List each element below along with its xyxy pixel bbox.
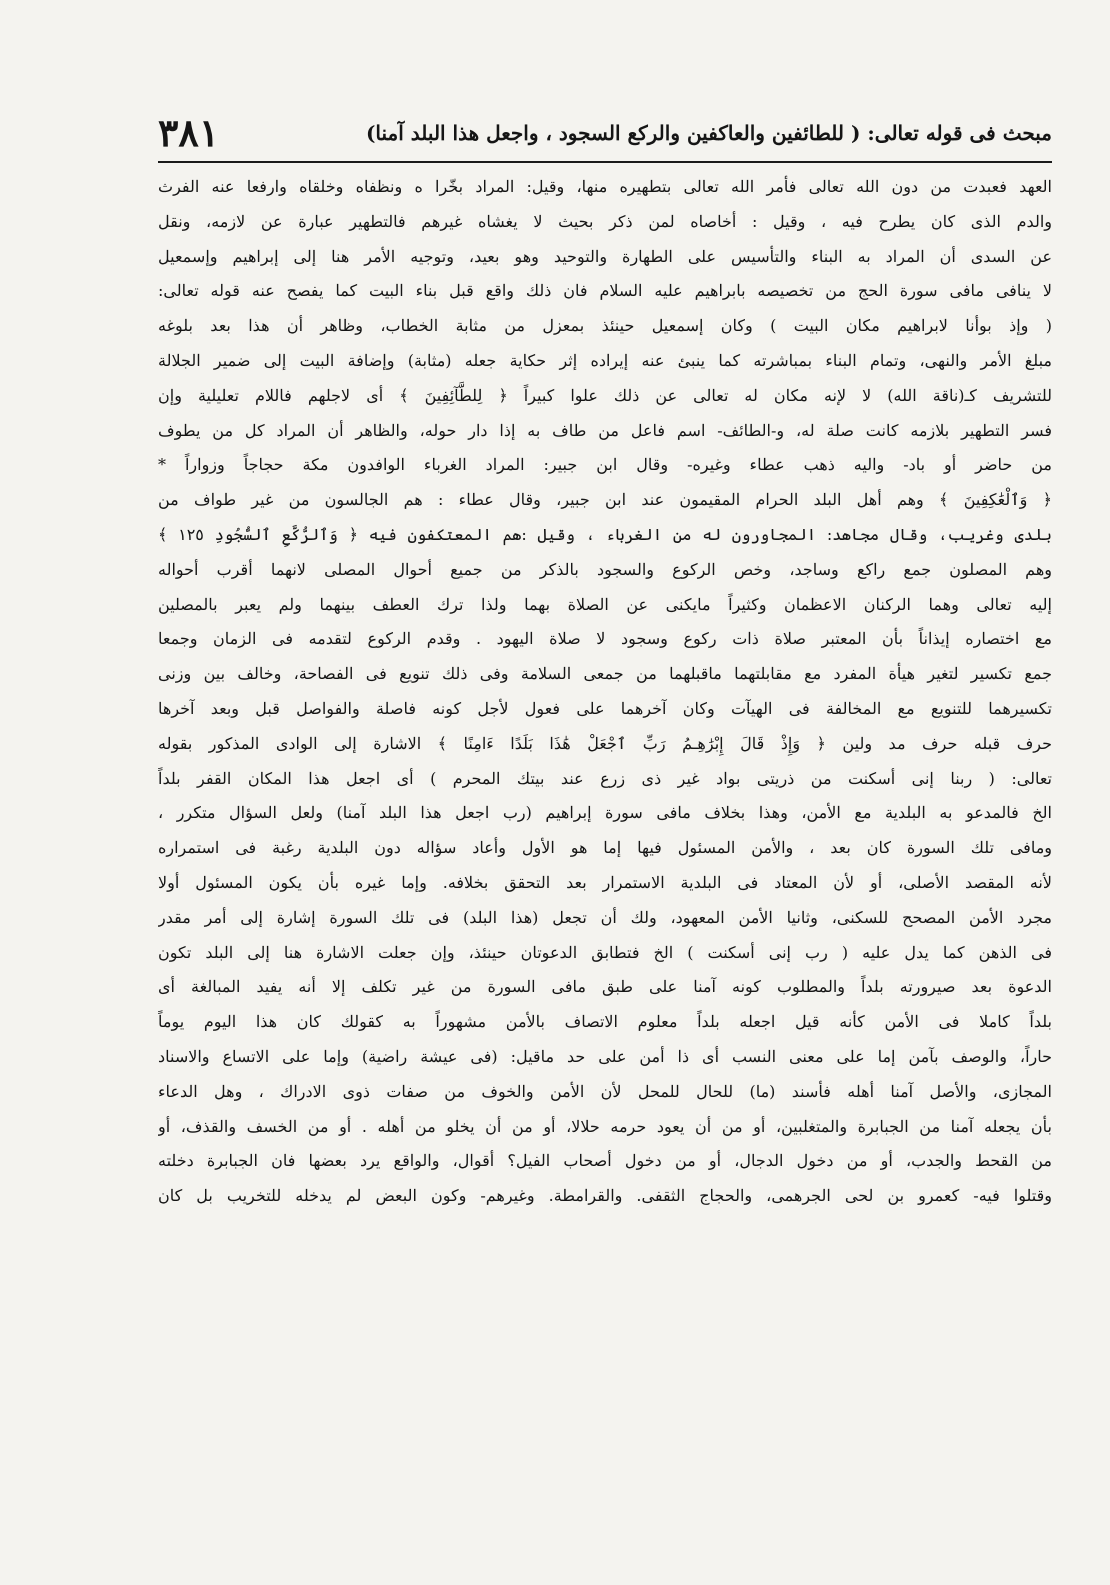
- text-line: الدعوة بعد صيرورته بلداً والمطلوب كونه آمنا على طبق مافى السورة من غير تكلف إلا أنه يفيد المبالغة أى: [158, 977, 1052, 997]
- text-line: إليه تعالى وهما الركنان الاعظمان وكثيراً مايكنى عن الصلاة بهما ولذا ترك العطف بينهما ولم يعبر بالمصلين: [158, 594, 1052, 614]
- text-line: العهد فعبدت من دون الله تعالى فأمر الله تعالى بتطهيره منها، وقيل: المراد بخّرا ه ونظفاه وخلقاه وارفعا عنه الفرث: [158, 177, 1052, 196]
- text-line: بلداً كاملا فى الأمن كأنه قيل اجعله بلداً معلوم الاتصاف بالأمن مشهوراً به كقولك كان هذا اليوم يوماً: [158, 1012, 1052, 1032]
- page-number: ٣٨١: [158, 110, 220, 155]
- text-line: وهم المصلون جمع راكع وساجد، وخص الركوع والسجود بالذكر من جميع أحوال المصلى لانهما أقرب أحواله: [158, 559, 1052, 579]
- header-title: مبحث فى قوله تعالى: ( للطائفين والعاكفين والركع السجود ، واجعل هذا البلد آمنا): [365, 121, 1052, 145]
- text-line: لا ينافى مافى سورة الحج من تخصيصه بابراهيم عليه السلام فان ذلك واقع قبل بناء البيت كما يفصح عنه قوله تعالى:: [158, 281, 1052, 301]
- running-header: [158, 108, 1052, 158]
- text-line: المجازى، والأصل آمنا أهله فأسند (ما) للحال للمحل لأن الأمن والخوف من صفات ذوى الادراك ، وهل الدعاء: [158, 1081, 1052, 1101]
- text-line: لأنه المقصد الأصلى، أو لأن المعتاد فى البلدية الاستمرار بعد التحقق بخلافه. وإما غيره بأن يكون المسئول أولا: [158, 872, 1052, 892]
- text-line: مبلغ الأمر والنهى، وتمام البناء بمباشرته كما ينبئ عنه إيراده إثر حكاية جعله (مثابة) وإضافة البيت إلى ضمير الجلالة: [158, 350, 1052, 370]
- text-line: مع اختصاره إيذاناً بأن المعتبر صلاة ذات ركوع وسجود لا صلاة اليهود . وقدم الركوع لتقدمه فى الزمان وجمعا: [158, 629, 1052, 649]
- text-line: حرف قبله حرف مد ولين ﴿ وَإِذْ قَالَ إِبْرَٰهِـمُ رَبِّ ٱجْعَلْ هَٰذَا بَلَدًا ءَامِنًا ﴾ الاشارة إلى الوادى المذكور بقوله: [158, 733, 1052, 753]
- text-line: فسر التطهير بلازمه كانت صلة له، و-الطائف- اسم فاعل من طاف به إذا دار حوله، والظاهر أن المراد كل من يطوف: [158, 420, 1052, 440]
- text-line: حاراً، والوصف بآمن إما على معنى النسب أى ذا أمن على حد ماقيل: (فى عيشة راضية) وإما على الاتساع والاسناد: [158, 1046, 1052, 1066]
- body-text: [158, 170, 1052, 1214]
- text-line: وقتلوا فيه- كعمرو بن لحى الجرهمى، والحجاج الثقفى. والقرامطة. وغيرهم- وكون البعض لم يدخله للتخريب بل كان: [158, 1186, 1052, 1206]
- text-line: ﴿ وَٱلْعَٰكِفِينَ ﴾ وهم أهل البلد الحرام المقيمون عند ابن جبير، وقال عطاء : هم الجالسون من غير طواف من: [158, 490, 1052, 510]
- text-line: فى الذهن كما يدل عليه ( رب إنى أسكنت ) الخ فتطابق الدعوتان حينئذ، وإن جعلت الاشارة هنا إلى البلد تكون: [158, 942, 1052, 962]
- text-line: تعالى: ( ربنا إنى أسكنت من ذريتى بواد غير ذى زرع عند بيتك المحرم ) أى اجعل هذا المكان القفر بلداً: [158, 768, 1052, 788]
- text-line: للتشريف كـ(ناقة الله) لا لإنه مكان له تعالى عن ذلك علوا كبيراً ﴿ لِلطَّآئِفِينَ ﴾ أى لاجلهم فاللام تعليلية وإن: [158, 385, 1052, 405]
- text-line: مجرد الأمن المصحح للسكنى، وثانيا الأمن المعهود، ولك أن تجعل (هذا البلد) فى تلك السورة إشارة إلى أمر مقدر: [158, 907, 1052, 927]
- text-line: ( وإذ بوأنا لابراهيم مكان البيت ) وكان إسمعيل حينئذ بمعزل من مثابة الخطاب، وظاهر أن هذا بعد بلوغه: [158, 316, 1052, 336]
- text-line: جمع تكسير لتغير هيأة المفرد مع مقابلتهما ماقبلهما من جمعى السلامة وفى ذلك تنويع فى الفصاحة، وخالف بين وزنى: [158, 664, 1052, 684]
- text-line: من القحط والجدب، أو من دخول الدجال، أو من دخول أصحاب الفيل؟ أقوال، والواقع يرد بعضها فان الجبابرة دخلته: [158, 1151, 1052, 1171]
- text-line: بلدى وغريب، وقال مجاهد: المجاورون له من الغرباء ، وقيل :هم المعتكفون فيه ﴿ وَٱلرُّكَّعِ ٱلسُّجُودِ ١٢٥ ﴾: [158, 524, 1052, 544]
- text-line: من حاضر أو باد- واليه ذهب عطاء وغيره- وقال ابن جبير: المراد الغرباء الوافدون مكة حجاجاً وزواراً *: [158, 455, 1052, 475]
- text-line: ومافى تلك السورة كان بعد ، والأمن المسئول فيها إما هو الأول وأعاد سؤاله دون البلدية رغبة فى استمراره: [158, 838, 1052, 858]
- text-line: تكسيرهما للتنويع مع المخالفة فى الهيآت وكان آخرهما على فعول لأجل كونه فاصلة والفواصل قبل وبعد آخرها: [158, 698, 1052, 718]
- text-line: الخ فالمدعو به البلدية مع الأمن، وهذا بخلاف مافى سورة إبراهيم (رب اجعل هذا البلد آمنا) ولعل السؤال متكرر ،: [158, 803, 1052, 823]
- text-line: عن السدى أن المراد به البناء والتأسيس على الطهارة والتوحيد وهو بعيد، وتوجيه الأمر هنا إلى إبراهيم وإسمعيل: [158, 246, 1052, 266]
- text-line: بأن يجعله آمنا من الجبابرة والمتغلبين، أو من أن يعود حرمه حلالا، أو من أن يخلو من أهله . أو من الخسف والقذف، أو: [158, 1116, 1052, 1136]
- header-rule: [158, 161, 1052, 163]
- text-line: والدم الذى كان يطرح فيه ، وقيل : أخاصاه لمن ذكر بحيث لا يغشاه غيرهم فالتطهير عبارة عن لازمه، ونقل: [158, 211, 1052, 231]
